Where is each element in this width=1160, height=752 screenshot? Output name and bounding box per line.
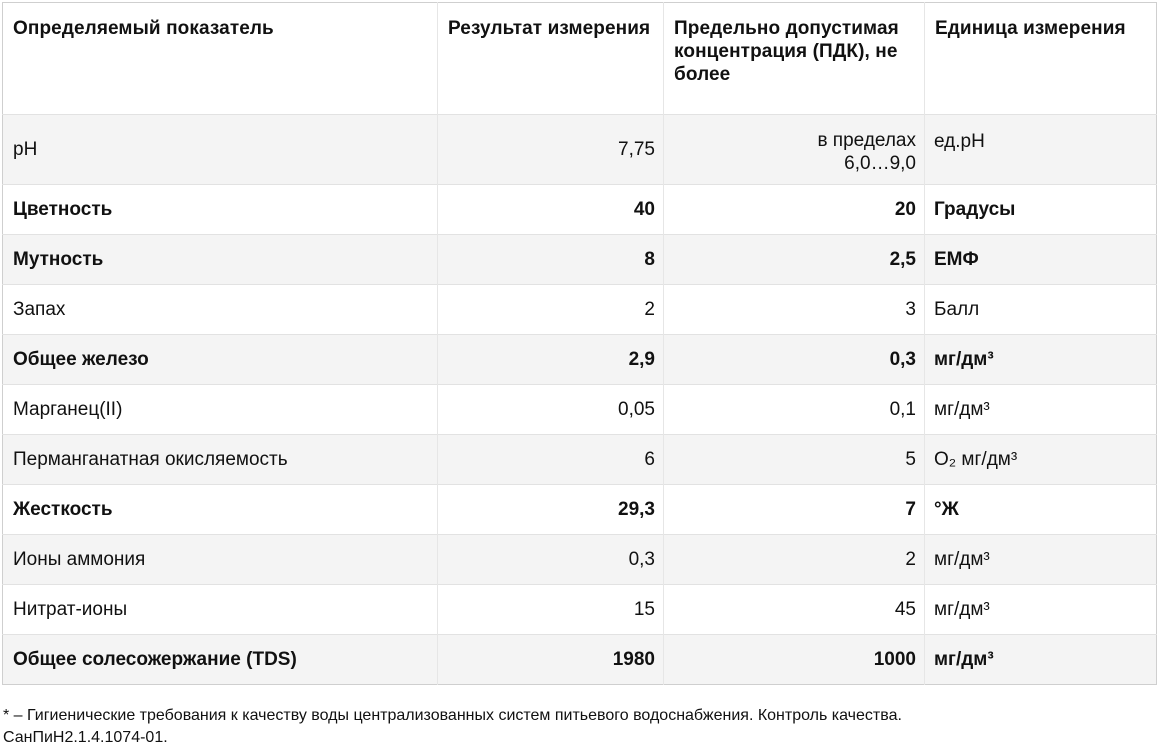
- row-limit: 2: [664, 535, 925, 585]
- row-parameter-name: Ионы аммония: [3, 535, 438, 585]
- row-unit: °Ж: [925, 485, 1157, 535]
- table-header: [3, 3, 1157, 115]
- table-row: [3, 635, 1157, 685]
- row-limit: [664, 115, 925, 185]
- row-limit-line1: в пределах: [817, 130, 916, 151]
- header-parameter: Определяемый показатель: [3, 3, 438, 115]
- row-limit: 2,5: [664, 235, 925, 285]
- row-unit: мг/дм³: [925, 635, 1157, 685]
- row-result: 2,9: [438, 335, 664, 385]
- row-result: 40: [438, 185, 664, 235]
- row-unit: мг/дм³: [925, 385, 1157, 435]
- row-parameter-name: pH: [3, 115, 438, 185]
- table-row: [3, 335, 1157, 385]
- row-limit: 20: [664, 185, 925, 235]
- table-row: [3, 435, 1157, 485]
- row-parameter-name: Цветность: [3, 185, 438, 235]
- table-row: [3, 385, 1157, 435]
- row-result: 8: [438, 235, 664, 285]
- row-limit: 0,3: [664, 335, 925, 385]
- row-result: 0,3: [438, 535, 664, 585]
- footnote: [3, 705, 1153, 749]
- water-quality-table: [2, 2, 1157, 685]
- row-limit: 0,1: [664, 385, 925, 435]
- row-result: 29,3: [438, 485, 664, 535]
- table-row: [3, 485, 1157, 535]
- row-unit: мг/дм³: [925, 585, 1157, 635]
- row-limit: 7: [664, 485, 925, 535]
- table-row: [3, 585, 1157, 635]
- row-unit: O₂ мг/дм³: [925, 435, 1157, 485]
- row-limit-line2: 6,0…9,0: [844, 153, 916, 174]
- table-row: [3, 235, 1157, 285]
- header-row: [3, 3, 1157, 115]
- water-quality-table-container: [2, 2, 1156, 685]
- row-parameter-name: Марганец(II): [3, 385, 438, 435]
- row-parameter-name: Общее железо: [3, 335, 438, 385]
- row-result: 1980: [438, 635, 664, 685]
- table-row: [3, 285, 1157, 335]
- table-row: [3, 115, 1157, 185]
- row-result: 7,75: [438, 115, 664, 185]
- row-limit: 45: [664, 585, 925, 635]
- row-limit: 1000: [664, 635, 925, 685]
- row-parameter-name: Жесткость: [3, 485, 438, 535]
- row-unit: ед.pH: [925, 115, 1157, 185]
- row-parameter-name: Запах: [3, 285, 438, 335]
- row-limit: 3: [664, 285, 925, 335]
- footnote-line1: * – Гигиенические требования к качеству воды централизованных систем питьевого водоснабжения. Контроль качества.: [3, 707, 902, 724]
- row-result: 15: [438, 585, 664, 635]
- row-result: 6: [438, 435, 664, 485]
- header-limit: Предельно допустимая концентрация (ПДК), не более: [664, 3, 925, 115]
- row-parameter-name: Общее солесожержание (TDS): [3, 635, 438, 685]
- footnote-line2: СанПиН2.1.4.1074-01.: [3, 729, 168, 746]
- row-unit: ЕМФ: [925, 235, 1157, 285]
- row-unit: мг/дм³: [925, 335, 1157, 385]
- row-parameter-name: Мутность: [3, 235, 438, 285]
- row-unit: Балл: [925, 285, 1157, 335]
- header-result: Результат измерения: [438, 3, 664, 115]
- row-result: 2: [438, 285, 664, 335]
- row-unit: мг/дм³: [925, 535, 1157, 585]
- table-row: [3, 185, 1157, 235]
- row-unit: Градусы: [925, 185, 1157, 235]
- header-unit: Единица измерения: [925, 3, 1157, 115]
- row-parameter-name: Нитрат-ионы: [3, 585, 438, 635]
- row-result: 0,05: [438, 385, 664, 435]
- row-parameter-name: Перманганатная окисляемость: [3, 435, 438, 485]
- table-body: [3, 115, 1157, 685]
- row-limit: 5: [664, 435, 925, 485]
- table-row: [3, 535, 1157, 585]
